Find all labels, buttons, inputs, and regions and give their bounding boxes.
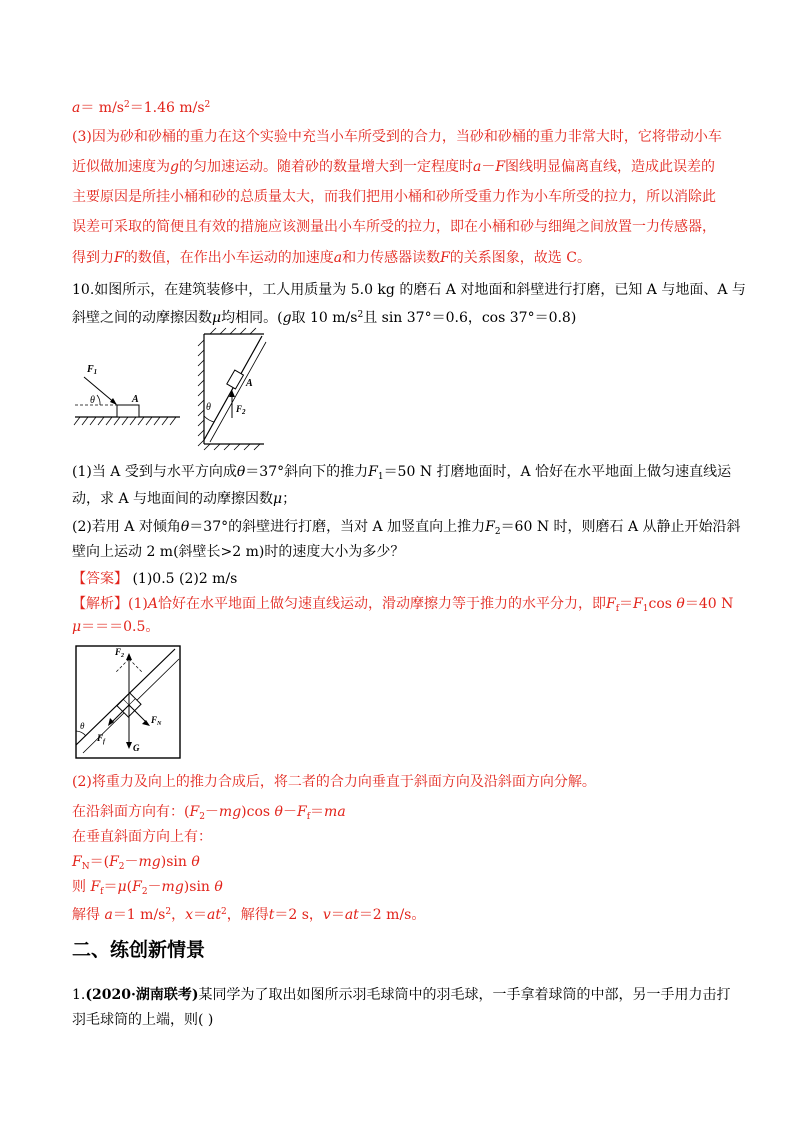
text: (2)若用 A 对倾角	[72, 519, 181, 535]
fig1-A-label: A	[132, 394, 139, 405]
answer-label: 【答案】	[72, 571, 128, 587]
question-1-line-2: 羽毛球筒的上端，则( )	[72, 1012, 214, 1028]
symbol-t: t	[268, 907, 275, 923]
text: 1.	[72, 987, 86, 1003]
text: ＝2 m/s。	[358, 907, 426, 923]
sup: 2	[204, 100, 211, 110]
text: 恰好在水平地面上做匀速直线运动，滑动摩擦力等于推力的水平分力，即	[157, 596, 606, 612]
symbol-theta: θ	[676, 596, 685, 612]
text: 得到力	[72, 250, 114, 266]
symbol-F: F	[114, 250, 124, 266]
sup: 2	[357, 310, 364, 320]
symbol-Ff: F	[605, 596, 616, 612]
text: 某同学为了取出如图所示羽毛球筒中的羽毛球，一手拿着球筒的中部，另一手用力击打	[198, 987, 731, 1003]
text: 且 sin 37°＝0.6，cos 37°＝0.8)	[363, 310, 577, 326]
part2-line-1: (2)将重力及向上的推力合成后，将二者的合力向垂直于斜面方向及沿斜面方向分解。	[72, 774, 596, 790]
symbol-F: F	[440, 250, 450, 266]
text: －	[147, 879, 162, 895]
text: ＝2 s，	[274, 907, 323, 923]
text: ＝	[330, 907, 345, 923]
text: 动，求 A 与地面间的动摩擦因数	[72, 491, 274, 507]
text: (1)	[128, 596, 148, 612]
accel-result-line	[72, 95, 210, 118]
symbol-x: x	[185, 907, 193, 923]
symbol-mg: mg	[138, 854, 161, 870]
symbol-FN: F	[72, 854, 82, 870]
symbol-Ff: F	[296, 804, 307, 820]
text: ＝60 N 时，则磨石 A 从静止开始沿斜	[500, 519, 741, 535]
question-10-line-1: 10.如图所示，在建筑装修中，工人用质量为 5.0 kg 的磨石 A 对地面和斜壁进行打磨，已知 A 与地面、A 与	[72, 282, 746, 298]
sub: f	[100, 887, 104, 897]
subquestion-1-line-2: 动，求 A 与地面间的动摩擦因数μ；	[72, 491, 297, 507]
text: 取 10 m/s	[291, 310, 358, 326]
symbol-F1: F	[368, 464, 378, 480]
paragraph-3-line-4: 误差可采取的简便且有效的措施应该测量出小车所受的拉力，即在小桶和砂与细绳之间放置一力传感器，	[72, 219, 716, 235]
question-1-line-1	[72, 985, 730, 1005]
symbol-theta: θ	[180, 519, 190, 535]
symbol-a: a	[472, 159, 482, 175]
analysis-label: 【解析】	[72, 596, 128, 612]
sup: 2	[124, 100, 130, 110]
text: ＝	[310, 804, 325, 820]
text: 在沿斜面方向有：(	[72, 804, 190, 820]
text: 则	[72, 879, 86, 895]
symbol-g: g	[282, 310, 292, 326]
analysis-line-2	[72, 617, 159, 637]
part2-line-2	[72, 802, 346, 827]
symbol-theta: θ	[214, 879, 223, 895]
symbol-mg: mg	[218, 804, 242, 820]
question-10-line-2	[72, 305, 576, 328]
fig3-F2-label: $F_2$	[115, 647, 125, 659]
symbol-A: A	[147, 596, 158, 612]
sub: 1	[642, 604, 649, 614]
sub: 2	[141, 887, 148, 897]
paragraph-3-line-3: 主要原因是所挂小桶和砂的总质量太大，而我们把用小桶和砂所受重力作为小车所受的拉力，所以消除此	[72, 189, 716, 205]
fig3-theta-label: θ	[80, 721, 85, 731]
symbol-theta: θ	[191, 854, 200, 870]
symbol-theta: θ	[236, 464, 246, 480]
symbol-a: a	[104, 907, 113, 923]
figure-ground-block	[70, 355, 185, 435]
symbol-v: v	[322, 907, 331, 923]
text: ＝	[193, 907, 207, 923]
symbol-mu: μ	[212, 310, 222, 326]
text: )cos	[241, 804, 271, 820]
sub: f	[615, 604, 620, 614]
text: 的匀加速运动。随着砂的数量增大到一定程度时	[178, 159, 473, 175]
symbol-a: a	[333, 250, 343, 266]
text: ＝＝＝0.5。	[81, 619, 160, 635]
symbol-at: at	[344, 907, 359, 923]
subquestion-2-line-1	[72, 517, 741, 542]
symbol-Ff: F	[90, 879, 101, 895]
part2-line-6	[72, 902, 425, 925]
text: －	[124, 854, 139, 870]
sup: 2	[165, 907, 172, 917]
paragraph-3-line-1: (3)因为砂和砂桶的重力在这个实验中充当小车所受到的合力，当砂和砂桶的重力非常大时，它将带动小车	[72, 129, 722, 145]
symbol-a: a	[72, 100, 81, 116]
part2-line-3: 在垂直斜面方向上有：	[72, 829, 212, 845]
text: ＝37°的斜壁进行打磨，当对 A 加竖直向上推力	[189, 519, 486, 535]
symbol-mu: μ	[117, 879, 127, 895]
paragraph-3-line-2	[72, 157, 715, 177]
text: (	[126, 879, 133, 895]
sub: 2	[118, 862, 125, 872]
text: 近似做加速度为	[72, 159, 170, 175]
text: )sin	[183, 879, 210, 895]
fig2-A-label: A	[246, 378, 253, 389]
symbol-at2: at	[207, 907, 221, 923]
text: 均相同。(	[221, 310, 283, 326]
figure-inclined-wall	[196, 330, 268, 450]
text: 解得	[72, 907, 100, 923]
symbol-F2: F	[189, 804, 200, 820]
subquestion-2-line-2: 壁向上运动 2 m(斜壁长>2 m)时的速度大小为多少？	[72, 544, 405, 560]
symbol-F2: F	[109, 854, 119, 870]
answer-line	[72, 569, 237, 589]
symbol-F2: F	[132, 879, 142, 895]
text: ，	[171, 907, 186, 923]
text: ＝40 N	[684, 596, 734, 612]
symbol-F1: F	[633, 596, 643, 612]
text: ＝	[103, 879, 118, 895]
figure-force-decomposition	[75, 645, 181, 760]
sub: N	[81, 862, 90, 872]
fig3-Ff-label: $F_f$	[97, 733, 106, 745]
fig2-F2-label: $F_2$	[236, 404, 246, 416]
analysis-line-1	[72, 594, 733, 619]
text: ＝50 N 打磨地面时，A 恰好在水平地面上做匀速直线运	[383, 464, 732, 480]
symbol-mu: μ	[273, 491, 283, 507]
question-source: (2020·湖南联考)	[85, 987, 199, 1003]
text: －	[282, 804, 297, 820]
text: 和力传感器读数	[342, 250, 441, 266]
symbol-ma: ma	[324, 804, 346, 820]
part2-line-5	[72, 877, 223, 902]
text: －	[481, 159, 496, 175]
symbol-theta: θ	[274, 804, 283, 820]
text: ＝(	[89, 854, 110, 870]
text: ＝	[619, 596, 634, 612]
text: 的数值，在作出小车运动的加速度	[123, 250, 334, 266]
text: ＝1.46 m/s	[129, 100, 205, 116]
sub: f	[306, 812, 311, 822]
text: －	[204, 804, 219, 820]
symbol-F2: F	[485, 519, 495, 535]
text: ，解得	[226, 907, 269, 923]
text: ＝1 m/s	[112, 907, 166, 923]
symbol-mu: μ	[72, 619, 82, 635]
fig2-theta-label: θ	[206, 402, 211, 413]
text: (1)当 A 受到与水平方向成	[72, 464, 237, 480]
part2-line-4	[72, 852, 200, 877]
text: cos	[648, 596, 672, 612]
symbol-g: g	[170, 159, 179, 175]
fig3-G-label: G	[133, 743, 140, 753]
answer-text: (1)0.5 (2)2 m/s	[128, 571, 238, 587]
text: ＝37°斜向下的推力	[245, 464, 369, 480]
text: )sin	[160, 854, 187, 870]
section-title: 二、练创新情景	[72, 939, 206, 961]
symbol-mg: mg	[161, 879, 184, 895]
fig1-theta-label: θ	[90, 395, 95, 406]
fig3-FN-label: $F_N$	[151, 715, 162, 727]
paragraph-3-line-5	[72, 248, 591, 268]
text: 斜壁之间的动摩擦因数	[72, 310, 212, 326]
subquestion-1-line-1	[72, 462, 731, 487]
text: 图线明显偏离直线，造成此误差的	[505, 159, 716, 175]
text: ＝ m/s	[80, 100, 124, 116]
sub: 2	[494, 527, 501, 537]
sub: 1	[377, 472, 384, 482]
sub: 2	[199, 812, 205, 822]
text: 的关系图象，故选 C。	[449, 250, 591, 266]
symbol-F: F	[495, 159, 506, 175]
sup: 2	[220, 907, 227, 917]
fig1-F1-label: $F_1$	[87, 364, 98, 376]
